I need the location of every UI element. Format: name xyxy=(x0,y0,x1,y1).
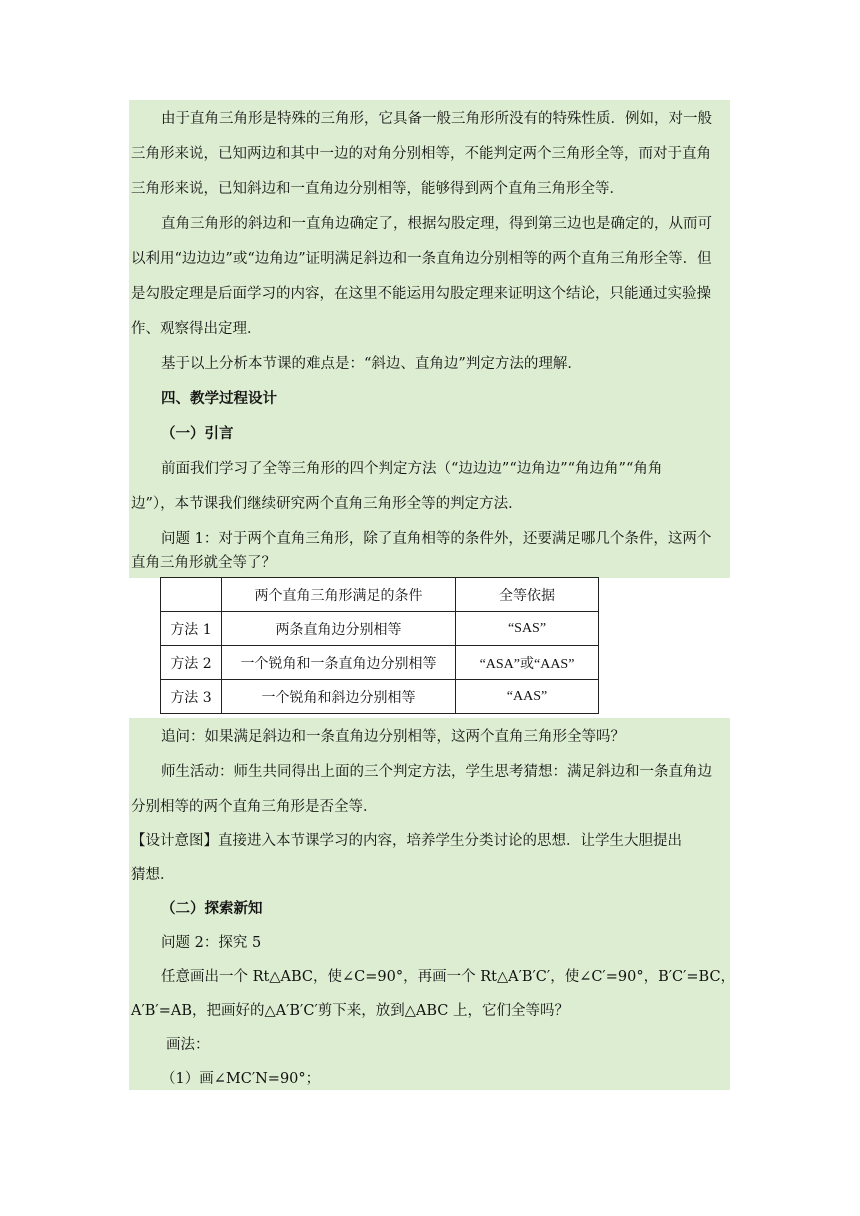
section-heading: 四、教学过程设计 xyxy=(161,390,277,407)
paragraph-line: 直角三角形的斜边和一直角边确定了，根据勾股定理，得到第三边也是确定的，从而可 xyxy=(161,216,712,232)
paragraph-line: 三角形来说，已知两边和其中一边的对角分别相等，不能判定两个三角形全等，而对于直角 xyxy=(131,146,711,162)
paragraph-line: 是勾股定理是后面学习的内容，在这里不能运用勾股定理来证明这个结论，只能通过实验操 xyxy=(131,286,711,302)
paragraph-line: 三角形来说，已知斜边和一直角边分别相等，能够得到两个直角三角形全等． xyxy=(131,181,624,197)
table-cell: “ASA”或“AAS” xyxy=(456,646,599,680)
table-row xyxy=(161,646,599,680)
table-header-row xyxy=(161,578,599,612)
task-line: 任意画出一个 Rt△ABC，使∠C=90°，再画一个 Rt△A′B′C′，使∠C′=90°，B′C′=BC， xyxy=(161,969,736,985)
paragraph-line: 边”），本节课我们继续研究两个直角三角形全等的判定方法． xyxy=(131,496,523,512)
paragraph-line: 由于直角三角形是特殊的三角形，它具备一般三角形所没有的特殊性质．例如，对一般 xyxy=(161,111,712,127)
table-row xyxy=(161,612,599,646)
table-cell: 两条直角边分别相等 xyxy=(222,612,456,646)
paragraph-line: 分别相等的两个直角三角形是否全等． xyxy=(131,799,378,815)
paragraph-line: 作、观察得出定理． xyxy=(131,321,262,337)
table-cell: 两个直角三角形满足的条件 xyxy=(222,578,456,612)
followup-question: 追问：如果满足斜边和一条直角边分别相等，这两个直角三角形全等吗？ xyxy=(161,729,625,745)
table-cell: “AAS” xyxy=(456,680,599,714)
method-label: 画法： xyxy=(166,1037,210,1053)
table-cell: 全等依据 xyxy=(456,578,599,612)
question-line: 问题 2：探究 5 xyxy=(161,935,262,951)
paragraph-line: 师生活动：师生共同得出上面的三个判定方法，学生思考猜想：满足斜边和一条直角边 xyxy=(161,764,712,780)
question-line: 问题 1：对于两个直角三角形，除了直角相等的条件外，还要满足哪几个条件，这两个 xyxy=(161,531,712,547)
subsection-heading: （一）引言 xyxy=(161,425,234,442)
design-intent-line: 猜想． xyxy=(131,867,175,883)
table-cell: 方法 3 xyxy=(161,680,222,714)
table-row xyxy=(161,680,599,714)
conditions-table xyxy=(160,577,599,714)
paragraph-line: 以利用“边边边”或“边角边”证明满足斜边和一条直角边分别相等的两个直角三角形全等．但 xyxy=(131,251,712,267)
question-line: 直角三角形就全等了？ xyxy=(131,555,276,571)
step-line: （1）画∠MC′N=90°； xyxy=(161,1071,321,1087)
table-cell xyxy=(161,578,222,612)
task-line: A′B′=AB，把画好的△A′B′C′剪下来，放到△ABC 上，它们全等吗？ xyxy=(131,1003,569,1019)
table-cell: 方法 2 xyxy=(161,646,222,680)
table-cell: 一个锐角和斜边分别相等 xyxy=(222,680,456,714)
table-cell: “SAS” xyxy=(456,612,599,646)
subsection-heading: （二）探索新知 xyxy=(161,900,263,917)
design-intent-line: 【设计意图】直接进入本节课学习的内容，培养学生分类讨论的思想．让学生大胆提出 xyxy=(131,833,682,849)
table-cell: 方法 1 xyxy=(161,612,222,646)
table-cell: 一个锐角和一条直角边分别相等 xyxy=(222,646,456,680)
paragraph-line: 前面我们学习了全等三角形的四个判定方法（“边边边”“边角边”“角边角”“角角 xyxy=(161,461,663,477)
paragraph-line: 基于以上分析本节课的难点是：“斜边、直角边”判定方法的理解． xyxy=(161,356,582,372)
